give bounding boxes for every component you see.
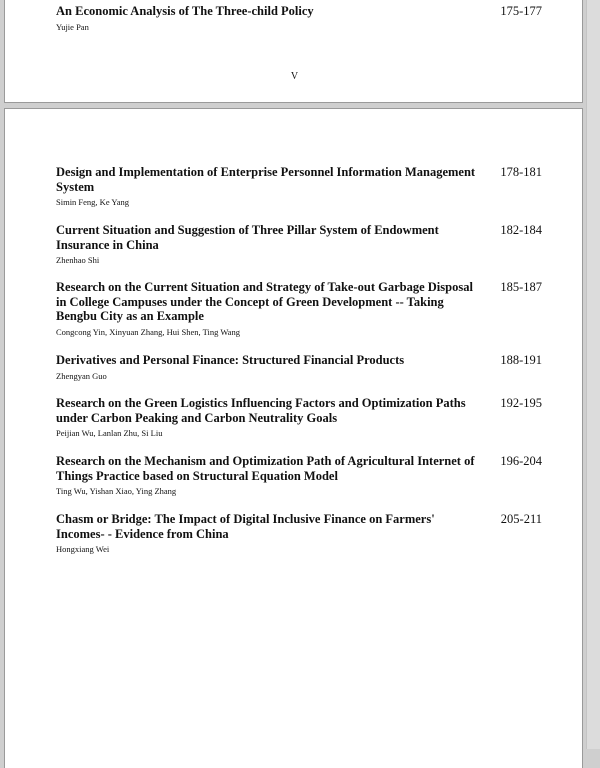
toc-entry[interactable]	[56, 4, 586, 32]
entry-pages: 175-177	[500, 4, 542, 18]
entry-pages: 185-187	[500, 280, 542, 294]
entry-pages: 205-211	[500, 512, 542, 526]
entry-title[interactable]: Derivatives and Personal Finance: Structured Financial Products	[56, 353, 405, 367]
entry-title[interactable]: Chasm or Bridge: The Impact of Digital Inclusive Finance on Farmers' Incomes- - Evidence from China	[56, 512, 435, 541]
toc-entry[interactable]	[56, 512, 586, 554]
entry-pages: 196-204	[500, 454, 542, 468]
toc-entry[interactable]	[56, 280, 586, 337]
entry-title[interactable]: Research on the Mechanism and Optimization Path of Agricultural Internet of Things Practice based on Structural Equation Model	[56, 454, 475, 483]
entry-title[interactable]: An Economic Analysis of The Three-child Policy	[56, 4, 314, 18]
toc-entry[interactable]	[56, 165, 586, 207]
entry-authors: Peijian Wu, Lanlan Zhu, Si Liu	[56, 428, 163, 438]
entry-authors: Congcong Yin, Xinyuan Zhang, Hui Shen, Ting Wang	[56, 326, 240, 337]
entry-title[interactable]: Current Situation and Suggestion of Three Pillar System of Endowment Insurance in China	[56, 223, 439, 252]
current-page	[4, 108, 583, 768]
entry-title[interactable]: Research on the Green Logistics Influencing Factors and Optimization Paths under Carbon Peaking and Carbon Neutrality Goals	[56, 396, 466, 425]
entry-title[interactable]: Design and Implementation of Enterprise Personnel Information Management System	[56, 165, 476, 194]
vertical-scrollbar[interactable]	[586, 0, 600, 749]
toc-entry[interactable]	[56, 454, 586, 496]
entry-authors: Zhengyan Guo	[56, 370, 107, 381]
toc-entry[interactable]	[56, 396, 586, 438]
entry-authors: Hongxiang Wei	[56, 544, 110, 554]
entry-pages: 192-195	[500, 396, 542, 410]
entry-authors: Ting Wu, Yishan Xiao, Ying Zhang	[56, 486, 177, 496]
entry-authors: Zhenhao Shi	[56, 255, 100, 265]
toc-entry[interactable]	[56, 353, 586, 381]
previous-page	[4, 0, 583, 103]
entry-title[interactable]: Research on the Current Situation and Strategy of Take-out Garbage Disposal in College Campuses under the Concept of Green Development -- Taking Bengbu City as an Example	[56, 280, 473, 323]
entry-pages: 188-191	[500, 353, 542, 367]
entry-authors: Simin Feng, Ke Yang	[56, 197, 129, 207]
entry-authors: Yujie Pan	[56, 21, 89, 32]
toc-entry[interactable]	[56, 223, 586, 265]
page-number: V	[290, 71, 299, 82]
entry-pages: 182-184	[500, 223, 542, 237]
entry-pages: 178-181	[500, 165, 542, 179]
